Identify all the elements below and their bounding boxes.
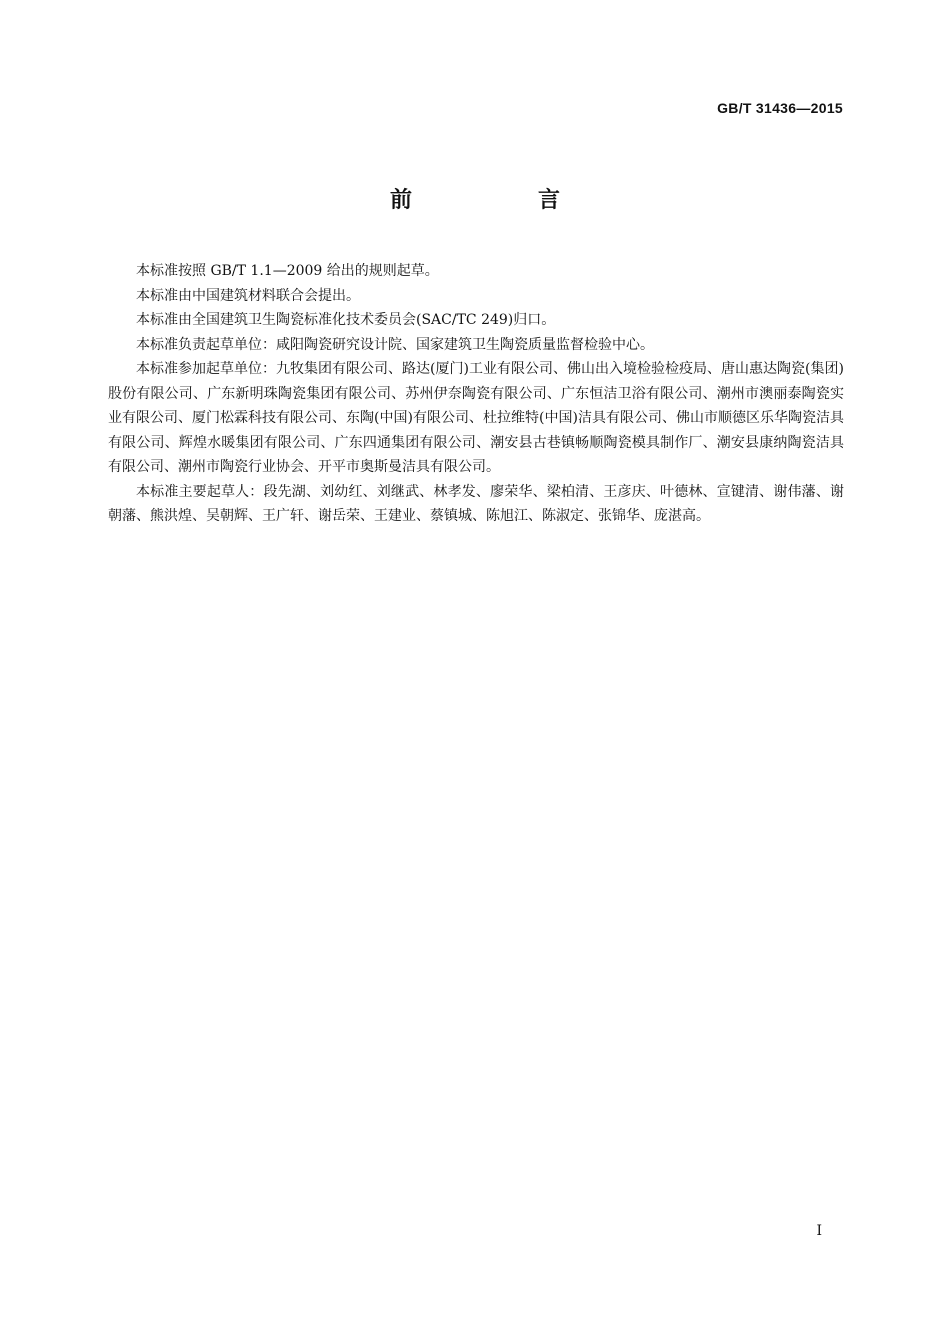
page-number: I xyxy=(816,1223,822,1239)
paragraph-responsible-drafters: 本标准负责起草单位：咸阳陶瓷研究设计院、国家建筑卫生陶瓷质量监督检验中心。 xyxy=(136,336,654,353)
paragraph-centralized-unit: 本标准由全国建筑卫生陶瓷标准化技术委员会(SAC/TC 249)归口。 xyxy=(136,312,556,328)
paragraph-main-drafters: 本标准主要起草人：段先湖、刘幼红、刘继武、林孝发、廖荣华、梁柏清、王彦庆、叶德林、宣键清、谢伟藩、谢朝藩、熊洪煌、吴朝辉、王广轩、谢岳荣、王建业、蔡镇城、陈旭江、陈淑定、张锦华、庞湛高。 xyxy=(108,483,844,524)
standard-code: GB/T 31436—2015 xyxy=(717,100,843,116)
paragraph-proposer: 本标准由中国建筑材料联合会提出。 xyxy=(136,287,360,304)
page-title: 前 言 xyxy=(389,188,612,213)
paragraph-participating-drafters: 本标准参加起草单位：九牧集团有限公司、路达(厦门)工业有限公司、佛山出入境检验检疫局、唐山惠达陶瓷(集团)股份有限公司、广东新明珠陶瓷集团有限公司、苏州伊奈陶瓷有限公司、广东恒洁卫浴有限公司、潮州市澳丽泰陶瓷实业有限公司、厦门松霖科技有限公司、东陶(中国)有限公司、杜拉维特(中国)洁具有限公司、佛山市顺德区乐华陶瓷洁具有限公司、辉煌水暖集团有限公司、广东四通集团有限公司、潮安县古巷镇畅顺陶瓷模具制作厂、潮安县康纳陶瓷洁具有限公司、潮州市陶瓷行业协会、开平市奥斯曼洁具有限公司。 xyxy=(108,361,844,475)
foreword-body xyxy=(108,259,844,529)
paragraph-drafting-rules: 本标准按照 GB/T 1.1—2009 给出的规则起草。 xyxy=(136,263,439,279)
